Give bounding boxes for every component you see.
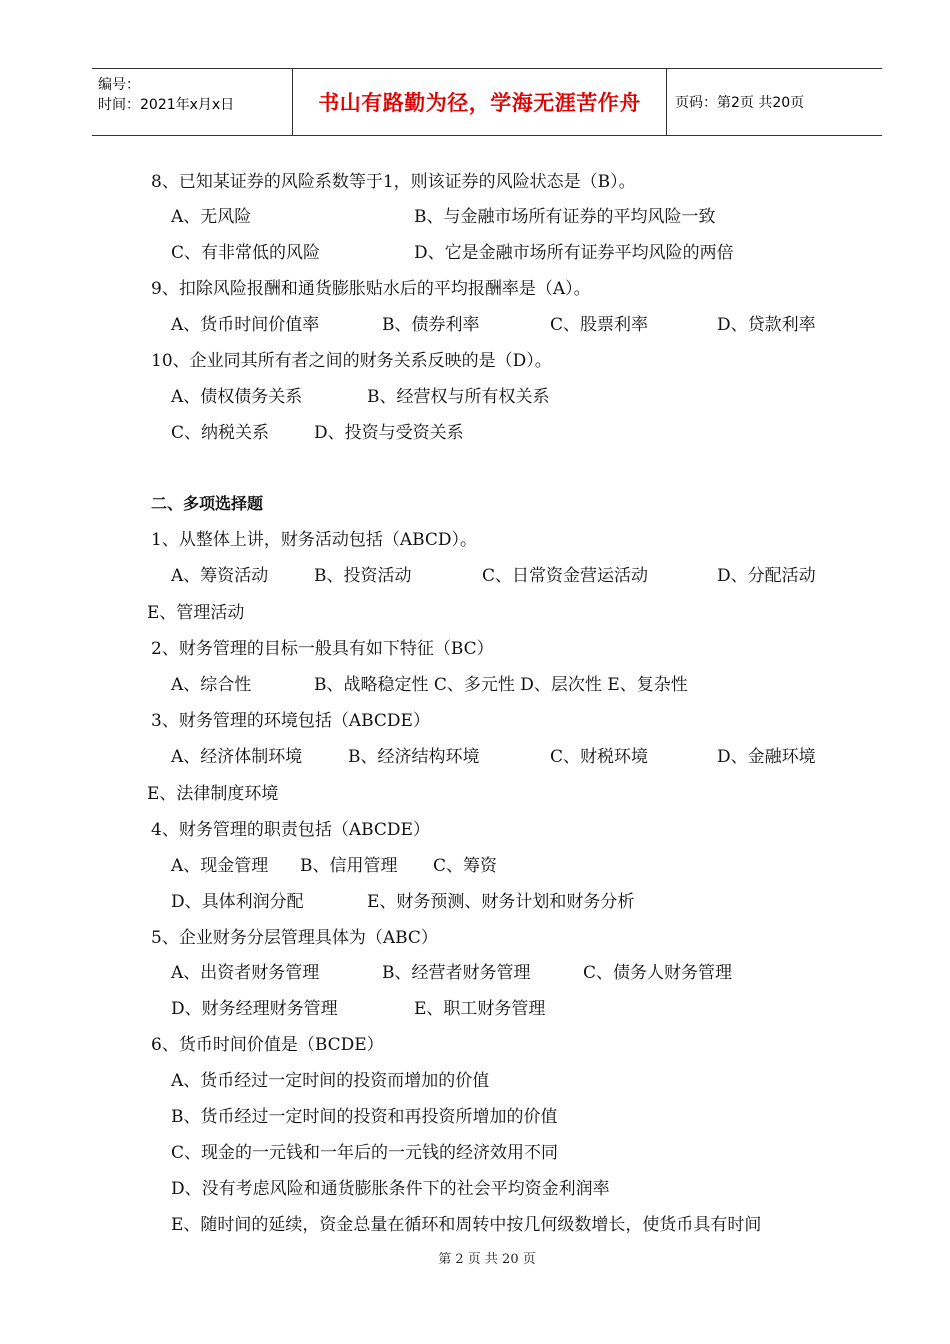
mc-option-6c: C、现金的一元钱和一年后的一元钱的经济效用不同: [171, 1143, 559, 1163]
mc-option-5c: C、债务人财务管理: [583, 963, 733, 983]
option-8d: D、它是金融市场所有证券平均风险的两倍: [414, 243, 734, 263]
mc-option-6b: B、货币经过一定时间的投资和再投资所增加的价值: [171, 1107, 558, 1127]
mc-option-3c: C、财税环境: [550, 747, 649, 767]
header-time-label: 时间：2021年x月x日: [98, 97, 235, 113]
mc-question-2: 2、财务管理的目标一般具有如下特征（BC）: [151, 639, 494, 659]
mc-option-1a: A、筹资活动: [171, 566, 269, 586]
section-title-multiple-choice: 二、多项选择题: [151, 494, 264, 513]
mc-question-4: 4、财务管理的职责包括（ABCDE）: [151, 820, 430, 840]
mc-question-6: 6、货币时间价值是（BCDE）: [151, 1035, 384, 1055]
question-9: 9、扣除风险报酬和通货膨胀贴水后的平均报酬率是（A）。: [151, 279, 591, 299]
header-number-label: 编号：: [98, 77, 140, 93]
mc-option-4a: A、现金管理: [171, 856, 269, 876]
mc-option-1c: C、日常资金营运活动: [482, 566, 649, 586]
mc-option-5b: B、经营者财务管理: [382, 963, 531, 983]
mc-option-1d: D、分配活动: [717, 566, 816, 586]
mc-option-5a: A、出资者财务管理: [171, 963, 320, 983]
header-page-info: 页码：第2页 共20页: [675, 95, 805, 111]
mc-option-1b: B、投资活动: [314, 566, 412, 586]
mc-option-6a: A、货币经过一定时间的投资而增加的价值: [171, 1071, 490, 1091]
mc-option-6d: D、没有考虑风险和通货膨胀条件下的社会平均资金利润率: [171, 1179, 610, 1199]
header-motto: 书山有路勤为径，学海无涯苦作舟: [293, 69, 667, 135]
option-10c: C、纳税关系: [171, 423, 270, 443]
mc-option-3b: B、经济结构环境: [348, 747, 480, 767]
mc-option-1e: E、管理活动: [147, 603, 245, 623]
question-10: 10、企业同其所有者之间的财务关系反映的是（D）。: [151, 351, 552, 371]
mc-option-4c: C、筹资: [433, 856, 498, 876]
option-9c: C、股票利率: [550, 315, 649, 335]
option-10d: D、投资与受资关系: [314, 423, 464, 443]
option-8a: A、无风险: [171, 207, 252, 227]
option-10a: A、债权债务关系: [171, 387, 303, 407]
mc-option-4b: B、信用管理: [300, 856, 398, 876]
option-9a: A、货币时间价值率: [171, 315, 320, 335]
mc-option-2a: A、综合性: [171, 675, 252, 695]
mc-question-3: 3、财务管理的环境包括（ABCDE）: [151, 711, 430, 731]
mc-option-3a: A、经济体制环境: [171, 747, 303, 767]
page-footer: 第 2 页 共 20 页: [438, 1252, 536, 1267]
mc-option-2b-e: B、战略稳定性 C、多元性 D、层次性 E、复杂性: [314, 675, 688, 695]
mc-option-5e: E、职工财务管理: [414, 999, 546, 1019]
mc-option-5d: D、财务经理财务管理: [171, 999, 338, 1019]
option-8b: B、与金融市场所有证券的平均风险一致: [414, 207, 716, 227]
mc-question-5: 5、企业财务分层管理具体为（ABC）: [151, 928, 438, 948]
mc-option-4d: D、具体利润分配: [171, 892, 304, 912]
option-9b: B、债券利率: [382, 315, 480, 335]
page-header: [92, 68, 882, 136]
option-8c: C、有非常低的风险: [171, 243, 321, 263]
question-8: 8、已知某证券的风险系数等于1，则该证券的风险状态是（B）。: [151, 172, 636, 192]
mc-question-1: 1、从整体上讲，财务活动包括（ABCD）。: [151, 530, 478, 550]
option-10b: B、经营权与所有权关系: [367, 387, 550, 407]
header-meta: [92, 69, 293, 135]
option-9d: D、贷款利率: [717, 315, 816, 335]
mc-option-6e: E、随时间的延续，资金总量在循环和周转中按几何级数增长，使货币具有时间: [171, 1215, 762, 1235]
mc-option-3e: E、法律制度环境: [147, 784, 279, 804]
mc-option-4e: E、财务预测、财务计划和财务分析: [367, 892, 635, 912]
mc-option-3d: D、金融环境: [717, 747, 816, 767]
